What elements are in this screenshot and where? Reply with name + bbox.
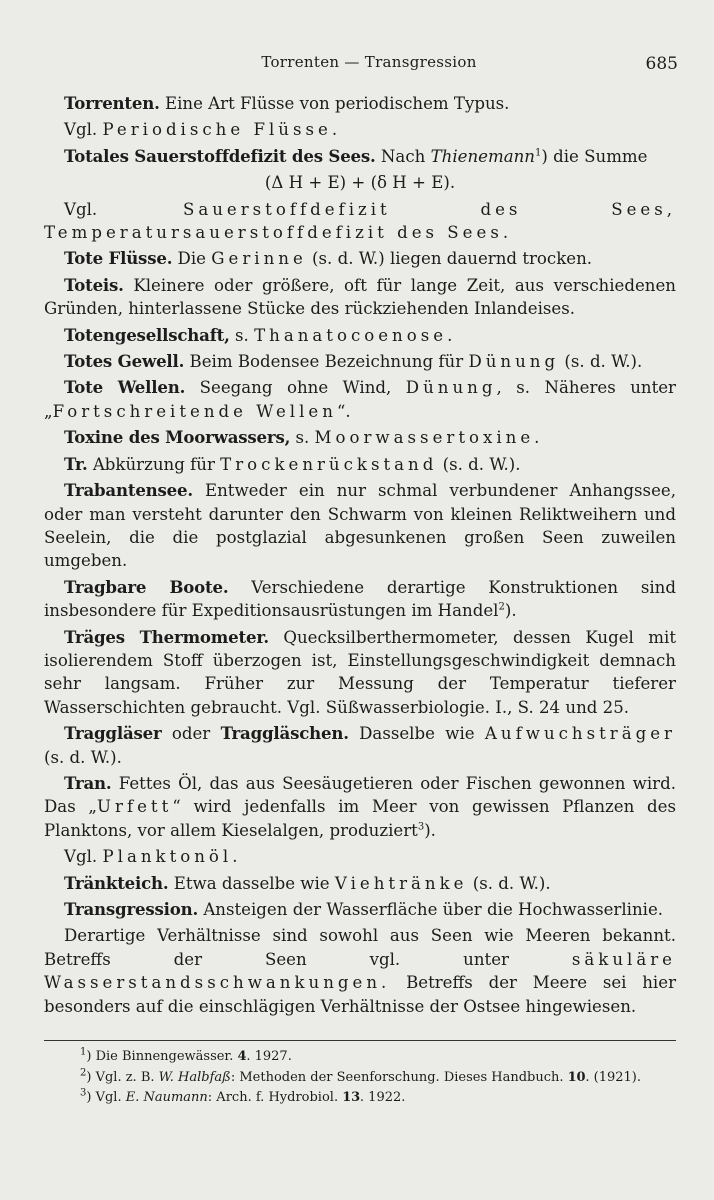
- dictionary-entry: [44, 453, 676, 476]
- footnote: [44, 1088, 676, 1109]
- cross-reference: Sauerstoffdefizit des Sees, Temperatursauerstoffdefizit des Sees.: [44, 199, 676, 243]
- cross-reference: Viehtränke: [334, 873, 468, 893]
- footnote: [44, 1068, 676, 1089]
- text-run: (s. d. W.).: [44, 747, 122, 767]
- text-run: “ wird jedenfalls im Meer von gewissen Pflanzen des Planktons, vor allem Kieselalgen, produziert: [44, 797, 676, 840]
- dictionary-entry: [44, 171, 676, 194]
- text-run: Etwa dasselbe wie: [168, 873, 335, 893]
- dictionary-entry: [44, 898, 676, 921]
- text-run: Seegang ohne Wind,: [185, 378, 406, 398]
- entry-term: Traggläser: [64, 723, 162, 744]
- text-run: ).: [504, 601, 517, 621]
- text-run: ) die Summe: [541, 146, 648, 166]
- text-run: Entweder ein nur schmal verbundener Anhangssee, oder man versteht darunter den Schwarm von kleinen Reliktweihern und Seelein, die die postglazial abgesunkenen großen Seen zuweilen umgeben.: [44, 481, 676, 571]
- entry-term: Tränkteich.: [64, 872, 169, 893]
- text-run: ).: [424, 820, 436, 840]
- dictionary-entry: [44, 872, 676, 895]
- dictionary-entry: [44, 576, 676, 623]
- text-run: Vgl.: [64, 120, 103, 140]
- text-run: ) Vgl.: [86, 1090, 126, 1105]
- footnote-marker: 3: [80, 1087, 87, 1099]
- cross-reference: Fortschreitende Wellen: [52, 401, 337, 421]
- running-title: Torrenten — Transgression: [261, 53, 477, 71]
- dictionary-entry: [44, 479, 676, 573]
- body-text: [44, 92, 676, 1021]
- text-run: Vgl.: [64, 847, 103, 867]
- footnote-marker: 3: [417, 821, 425, 833]
- author-name: Thienemann: [430, 146, 535, 166]
- cross-reference: Dünung: [468, 352, 560, 372]
- entry-term: Toxine des Moorwassers,: [64, 427, 291, 448]
- dictionary-entry: [44, 845, 676, 868]
- entry-term: Totes Gewell.: [64, 351, 185, 372]
- dictionary-entry: [44, 426, 676, 449]
- entry-term: Tragbare Boote.: [64, 576, 229, 597]
- entry-term: Tr.: [64, 453, 88, 474]
- cross-reference: säkuläre Wasserstandsschwankungen.: [44, 949, 676, 993]
- entry-term: 10: [567, 1069, 586, 1085]
- entry-term: Trabantensee.: [64, 480, 193, 501]
- footnote-marker: 2: [80, 1067, 87, 1079]
- entry-term: Totengesellschaft,: [64, 324, 230, 345]
- text-run: . (1921).: [585, 1069, 641, 1085]
- dictionary-entry: [44, 92, 676, 115]
- text-run: Betreffs der Meere sei hier besonders auf die einschlägigen Verhältnisse der Ostsee hingewiesen.: [44, 973, 676, 1016]
- entry-term: Traggläschen.: [220, 723, 349, 744]
- footnote-marker: 2: [498, 601, 505, 613]
- text-run: Derartige Verhältnisse sind sowohl aus Seen wie Meeren bekannt. Betreffs der Seen vgl. unter: [44, 926, 676, 969]
- dictionary-entry: [44, 626, 676, 720]
- cross-reference: Gerinne: [211, 249, 307, 269]
- text-run: . 1927.: [246, 1049, 292, 1064]
- footnote: [44, 1047, 676, 1068]
- dictionary-entry: [44, 198, 676, 245]
- dictionary-entry: [44, 924, 676, 1018]
- text-run: (s. d. W.).: [437, 454, 521, 474]
- cross-reference: Moorwassertoxine.: [314, 428, 544, 448]
- dictionary-entry: [44, 247, 676, 270]
- text-run: oder: [161, 724, 221, 744]
- text-run: Eine Art Flüsse von periodischem Typus.: [159, 94, 510, 113]
- text-run: . 1922.: [359, 1090, 406, 1105]
- text-run: (Δ H + E) + (δ H + E).: [264, 173, 456, 193]
- text-run: Beim Bodensee Bezeichnung für: [184, 352, 469, 372]
- text-run: Abkürzung für: [87, 454, 221, 474]
- text-run: (s. d. W.) liegen dauernd trocken.: [306, 249, 593, 269]
- entry-term: Torrenten.: [64, 93, 160, 113]
- text-run: s.: [229, 325, 255, 345]
- text-run: Ansteigen der Wasserfläche über die Hochwasserlinie.: [198, 900, 664, 919]
- text-run: s.: [290, 428, 315, 448]
- dictionary-entry: [44, 324, 676, 347]
- text-run: Quecksilberthermometer, dessen Kugel mit isolierendem Stoff überzogen ist, Einstellungsgeschwindigkeit demnach sehr langsam. Früher zur Messung der Temperatur tieferer Wasserschichten gebraucht. Vgl. Süßwasserbiologie. I., S. 24 und 25.: [44, 627, 676, 717]
- footnote-marker: 1: [80, 1046, 87, 1058]
- text-run: : Arch. f. Hydrobiol.: [207, 1090, 343, 1105]
- cross-reference: Aufwuchsträger: [484, 724, 676, 744]
- entry-term: Tote Flüsse.: [64, 248, 173, 269]
- text-run: Nach: [375, 146, 431, 166]
- text-run: ) Vgl. z. B.: [86, 1069, 159, 1085]
- text-run: Fettes Öl, das aus Seesäugetieren oder Fischen gewonnen wird. Das „: [44, 773, 676, 817]
- dictionary-entry: [44, 350, 676, 373]
- cross-reference: Planktonöl.: [102, 847, 242, 867]
- entry-term: Tote Wellen.: [64, 377, 186, 398]
- entry-term: Träges Thermometer.: [64, 626, 269, 647]
- cross-reference: Thanatocoenose.: [254, 325, 457, 345]
- footnote-marker: 1: [535, 147, 542, 159]
- page-number: 685: [645, 54, 678, 74]
- entry-term: 13: [342, 1090, 360, 1105]
- cross-reference: Trockenrückstand: [220, 454, 438, 474]
- footnotes: [44, 1040, 676, 1109]
- text-run: “.: [336, 401, 351, 421]
- cross-reference: Urfett: [97, 797, 173, 817]
- text-run: Dasselbe wie: [348, 724, 485, 744]
- text-run: Verschiedene derartige Konstruktionen sind insbesondere für Expeditionsausrüstungen im Handel: [44, 577, 676, 621]
- entry-term: Totales Sauerstoffdefizit des Sees.: [64, 145, 376, 166]
- author-name: W. Halbfaß: [158, 1069, 231, 1085]
- entry-term: Transgression.: [64, 899, 199, 919]
- text-run: ) Die Binnengewässer.: [86, 1049, 238, 1064]
- dictionary-entry: [44, 274, 676, 321]
- text-run: (s. d. W.).: [559, 352, 643, 372]
- author-name: E. Naumann: [125, 1090, 208, 1105]
- entry-term: 4: [237, 1049, 247, 1064]
- text-run: : Methoden der Seenforschung. Dieses Handbuch.: [230, 1069, 568, 1085]
- cross-reference: Periodische Flüsse.: [102, 120, 342, 140]
- entry-term: Toteis.: [64, 274, 124, 295]
- text-run: Vgl.: [64, 199, 183, 219]
- dictionary-entry: [44, 376, 676, 423]
- text-run: , s. Näheres unter „: [44, 378, 676, 421]
- dictionary-entry: [44, 722, 676, 769]
- text-run: Kleinere oder größere, oft für lange Zeit, aus verschiedenen Gründen, hinterlassene Stücke des rückziehenden Inlandeises.: [44, 275, 676, 319]
- dictionary-entry: [44, 772, 676, 842]
- entry-term: Tran.: [64, 772, 112, 793]
- dictionary-entry: [44, 145, 676, 168]
- cross-reference: Dünung: [405, 378, 497, 398]
- dictionary-entry: [44, 118, 676, 141]
- text-run: (s. d. W.).: [467, 873, 551, 893]
- text-run: Die: [172, 249, 212, 269]
